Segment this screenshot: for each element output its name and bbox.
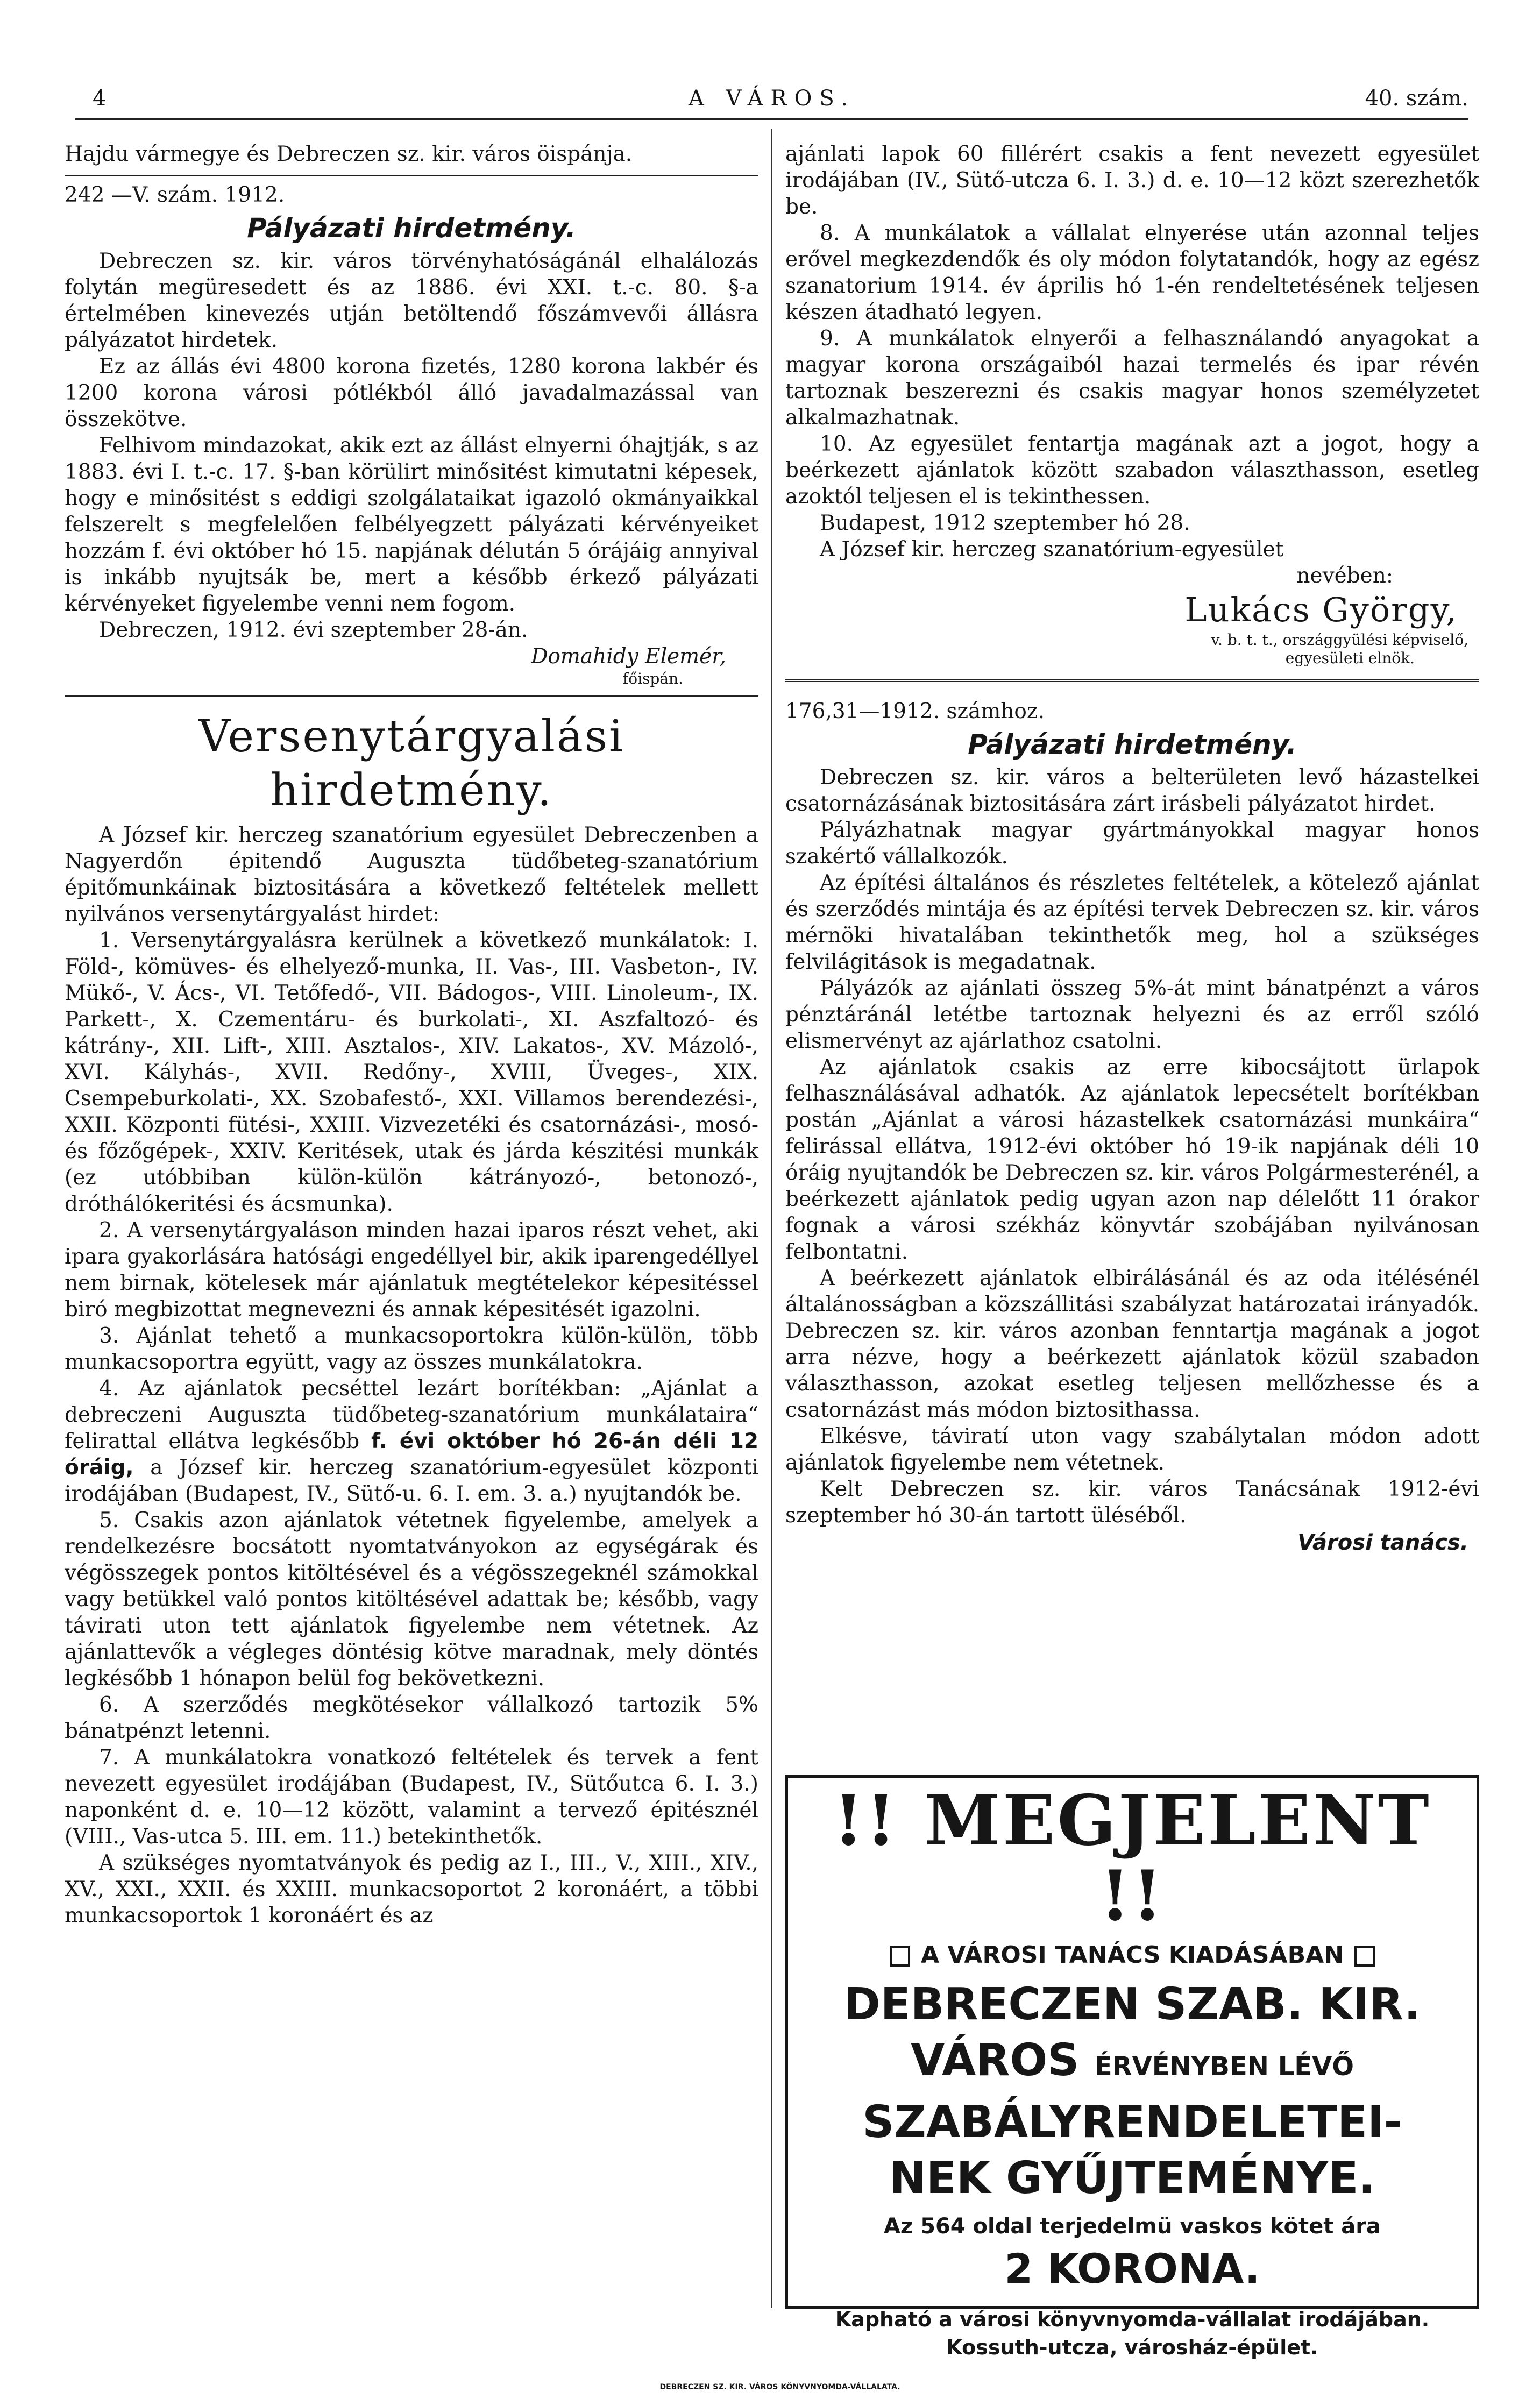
notice-paragraph: Pályázók az ajánlati összeg 5%-át mint bánatpénzt a város pénztáránál letétbe tartoznak helyezni és az erről szóló elismervényt az ajárlathoz csatolni. — [785, 976, 1479, 1053]
tender-item: A szükséges nyomtatványok és pedig az I., III., V., XIII., XIV., XV., XXI., XXII. és XXIII. munkacsoportot 2 koronáért, a többi munkacsoportok 1 koronáért és az — [65, 1851, 758, 1928]
square-bullet-icon — [890, 1946, 910, 1967]
ad-publisher — [797, 1939, 1468, 1971]
ad-line-big: VÁROS — [910, 2035, 1080, 2086]
notice-paragraph: Debreczen sz. kir. város törvényhatóságánál elhalálozás folytán megüresedett és az 1886. évi XXI. t.-c. 80. §-a értelmében kinevezés utján betöltendő főszámvevői állásra pályázatot hirdetek. — [65, 249, 758, 352]
tender-item — [65, 1375, 758, 1507]
signature-title: v. b. t. t., országgyülési képviselő, — [1211, 631, 1468, 649]
divider — [65, 175, 758, 176]
tender-item: 3. Ajánlat tehető a munkacsoportokra külön-külön, több munkacsoportra együtt, vagy az összes munkálatokra. — [65, 1324, 758, 1374]
notice-paragraph: Az ajánlatok csakis az erre kibocsájtott ürlapok felhasználásával adhatók. Az ajánlatok lepecsételt borítékban postán „Ajánlat a városi házastelkek csatornázási munkáira“ felirással ellátva, 1912-évi október hó 19-ik napjának déli 10 óráig nyujtandók be Debreczen sz. kir. város Polgármesterénél, a beérkezett ajánlatok pedig ugyan azon nap délelőtt 11 órakor fognak a városi székház könyvtár szobájában nyilvánosan felbontatni. — [785, 1055, 1479, 1264]
printer-footer: DEBRECZEN SZ. KIR. VÁROS KÖNYVNYOMDA-VÁLLALATA. — [659, 2383, 900, 2391]
ad-line-small: ÉRVÉNYBEN LÉVŐ — [1094, 2052, 1354, 2082]
deadline-bold: f. évi október hó 26-án déli 12 óráig, — [65, 1429, 759, 1480]
left-column — [65, 141, 758, 1929]
signature-org: A József kir. herczeg szanatórium-egyesület — [820, 537, 1284, 562]
item4-text-b: a József kir. herczeg szanatórium-egyesület központi irodájában (Budapest, IV., Sütő-u. 6. I. em. 3. a.) nyujtandók be. — [65, 1456, 758, 1506]
tender-item: 1. Versenytárgyalásra kerülnek a következő munkálatok: I. Föld-, kömüves- és elhelyező-munka, II. Vas-, III. Vasbeton-, IV. Mükő-, V. Ács-, VI. Tetőfedő-, VII. Bádogos-, VIII. Linoleum-, IX. Parkett-, X. Czementáru- és burkolati-, XI. Aszfaltozó- és kátrány-, XII. Lift-, XIII. Asztalos-, XIV. Lakatos-, XV. Mázoló-, XVI. Kályhás-, XVII. Redőny-, XVIII, Üveges-, XIX. Csempeburkolati-, XX. Szobafestő-, XXI. Villamos berendezési-, XXII. Központi fütési-, XXIII. Vizvezetéki és csatornázási-, mosó- és főzőgépek-, XXIV. Keritések, utak és járda készitési munkák (ez utóbbiban külön-külön kátrányozó-, betonozó-, dróthálókeritési és ácsmunka). — [65, 928, 758, 1216]
square-bullet-icon — [1354, 1946, 1375, 1967]
notice-paragraph: Kelt Debreczen sz. kir. város Tanácsának 1912-évi szeptember hó 30-án tartott üléséből. — [785, 1477, 1479, 1528]
header-rule — [75, 118, 1468, 120]
signature-behalf: nevében: — [1296, 564, 1393, 588]
issuer-line: Hajdu vármegye és Debreczen sz. kir. város öispánja. — [65, 142, 633, 166]
notice-title: Pályázati hirdetmény. — [968, 729, 1297, 760]
item4-text-a: 4. Az ajánlatok pecséttel lezárt borítékban: „Ajánlat a debreczeni Auguszta tüdőbeteg-szanatórium munkálataira“ felirattal ellátva legkésőbb — [65, 1376, 758, 1453]
tender-item: 9. A munkálatok elnyerői a felhasználandó anyagokat a magyar korona országaiból hazai termelés és ipar révén tartoznak beszerezni és csakis magyar honos személyzetet alkalmazhatnak. — [785, 327, 1479, 430]
notice-paragraph: Pályázhatnak magyar gyártmányokkal magyar honos szakértő vállalkozók. — [785, 818, 1479, 869]
notice-date: Debreczen, 1912. évi szeptember 28-án. — [99, 618, 528, 642]
signature-title: egyesületi elnök. — [1285, 649, 1415, 667]
ad-line: SZABÁLYRENDELETEI- — [862, 2097, 1402, 2148]
ad-publisher-text: A VÁROSI TANÁCS KIADÁSÁBAN — [920, 1941, 1344, 1969]
tender-item: 7. A munkálatokra vonatkozó feltételek és tervek a fent nevezett egyesület irodájában (Budapest, IV., Sütőutca 6. I. 3.) naponként d. e. 10—12 között, valamint a tervező épitésznél (VIII., Vas-utca 5. III. em. 11.) betekinthetők. — [65, 1745, 758, 1849]
right-column — [785, 141, 1479, 1557]
notice-paragraph: Ez az állás évi 4800 korona fizetés, 1280 korona lakbér és 1200 korona városi pótlékból álló javadalmazással van összekötve. — [65, 354, 758, 431]
ad-line: NEK GYŰJTEMÉNYE. — [889, 2153, 1375, 2204]
masthead: A VÁROS. — [688, 86, 856, 111]
notice-title: Pályázati hirdetmény. — [247, 212, 576, 244]
signature-title: főispán. — [622, 670, 683, 687]
tender-item: 5. Csakis azon ajánlatok vétetnek figyelembe, amelyek a rendelkezésre bocsátott nyomtatványokon az egységárak és végösszegek pontos kitöltésével és a végösszegeknél számokkal vagy betükkel való pontos kitöltésével adattak be; később, vagy távirati uton tett ajánlatok figyelembe nem vétetnek. Az ajánlattevők a végleges döntésig kötve maradnak, mely döntés legkésőbb 1 hónapon belül fog bekövetkezni. — [65, 1508, 758, 1691]
tender-item: 2. A versenytárgyaláson minden hazai iparos részt vehet, aki ipara gyakorlására hatósági engedéllyel bir, akik iparengedéllyel nem birnak, kötelesek már ajánlatuk megtételekor képesitéssel biró megbizottat megnevezni és annak képesitését igazolni. — [65, 1218, 758, 1322]
ad-availability: Kapható a városi könyvnyomda-vállalat irodájában. Kossuth-utcza, városház-épület. — [835, 2308, 1430, 2359]
notice-paragraph: Az építési általános és részletes feltételek, a kötelező ajánlat és szerződés mintája és az építési tervek Debreczen sz. kir. város mérnöki hivatalában tekinthetők meg, hol a szükséges felvilágitások is megadatnak. — [785, 871, 1479, 974]
notice-paragraph: A beérkezett ajánlatok elbirálásánál és az oda itélésénél általánosságban a közszállitási szabályzat határozatai irányadók. Debreczen sz. kir. város azonban fenntartja magának a jogot arra nézve, hogy a beérkezett ajánlatok közül szabadon választhasson, azokat esetleg teljesen mellőzhesse és a csatornázást más módon biztosithassa. — [785, 1266, 1479, 1422]
tender-item: 10. Az egyesület fentartja magának azt a jogot, hogy a beérkezett ajánlatok között szabadon választhasson, esetleg azoktól teljesen el is tekinthessen. — [785, 432, 1479, 509]
notice-signature: Városi tanács. — [1297, 1530, 1468, 1555]
page-number: 4 — [93, 86, 107, 111]
notice-paragraph: Elkésve, táviratí uton vagy szabálytalan módon adott ajánlatok figyelembe nem vétetnek. — [785, 1424, 1479, 1475]
tender-title: Versenytárgyalási hirdetmény. — [198, 711, 625, 816]
divider — [65, 695, 758, 697]
notice-paragraph: Debreczen sz. kir. város a belterületen levő házastelkei csatornázásának biztositására zárt irásbeli pályázatot hirdet. — [785, 765, 1479, 816]
signature-name: Domahidy Elemér, — [531, 644, 726, 669]
tender-item: 6. A szerződés megkötésekor vállalkozó tartozik 5% bánatpénzt letenni. — [65, 1693, 758, 1743]
tender-item: 8. A munkálatok a vállalat elnyerése után azonnal teljes erővel megkezdendők és oly módon folytatandók, hogy az egész szanatorium 1914. év április hó 1-én rendeltetésének teljesen készen átadható legyen. — [785, 221, 1479, 324]
column-divider — [771, 129, 772, 2308]
ad-headline: !! MEGJELENT !! — [833, 1780, 1431, 1936]
page-header — [75, 86, 1468, 118]
notice-ref: 242 —V. szám. 1912. — [65, 183, 285, 207]
signature-name: Lukács György, — [1184, 590, 1458, 629]
ad-line — [797, 2033, 1468, 2095]
advertisement-box — [785, 1775, 1479, 2359]
ad-line: DEBRECZEN SZAB. KIR. — [843, 1979, 1421, 2030]
double-divider — [785, 679, 1479, 682]
tender-date: Budapest, 1912 szeptember hó 28. — [820, 511, 1190, 535]
notice-ref: 176,31—1912. számhoz. — [785, 699, 1045, 723]
ad-size-note: Az 564 oldal terjedelmü vaskos kötet ára — [883, 2214, 1381, 2239]
tender-continuation: ajánlati lapok 60 fillérért csakis a fent nevezett egyesület irodájában (IV., Sütő-utcza 6. I. 3.) d. e. 10—12 közt szerezhetők be. — [785, 142, 1479, 219]
ad-price: 2 KORONA. — [1004, 2245, 1260, 2293]
tender-intro: A József kir. herczeg szanatórium egyesület Debreczenben a Nagyerdőn épitendő Auguszta tüdőbeteg-szanatórium épitőmunkáinak biztositására a következő feltételek mellett nyilvános versenytárgyalást hirdet: — [65, 823, 758, 926]
issue-number: 40. szám. — [1365, 86, 1468, 111]
notice-paragraph: Felhivom mindazokat, akik ezt az állást elnyerni óhajtják, s az 1883. évi I. t.-c. 17. §-ban körülirt minősitést kimutatni képesek, hogy e minősitést s eddigi szolgálataikat igazoló okmányaikkal felszerelt s megfelelően felbélyegzett pályázati kérvényeiket hozzám f. évi október hó 15. napjának délután 5 órájáig annyival is inkább nyujtsák be, mert a később érkező pályázati kérvényeket figyelembe venni nem fogom. — [65, 434, 758, 616]
